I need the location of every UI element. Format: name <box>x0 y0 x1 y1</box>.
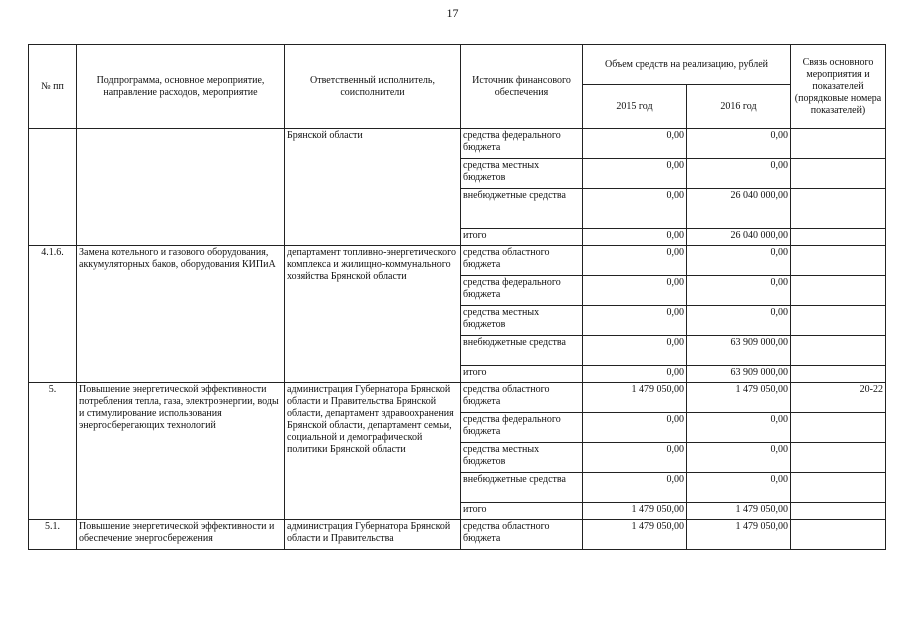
amount-2015: 1 479 050,00 <box>583 503 687 520</box>
page-number: 17 <box>446 6 459 20</box>
table-row <box>29 246 886 276</box>
amount-2016: 0,00 <box>687 443 791 473</box>
funding-source: средства местных бюджетов <box>461 443 583 473</box>
executor-name: Брянской области <box>285 129 461 246</box>
indicator-link-empty <box>791 306 886 336</box>
amount-2015: 1 479 050,00 <box>583 520 687 550</box>
amount-2016: 63 909 000,00 <box>687 336 791 366</box>
funding-source: итого <box>461 503 583 520</box>
amount-2015: 0,00 <box>583 306 687 336</box>
executor-name: департамент топливно-энергетического комплекса и жилищно-коммунального хозяйства Брянской области <box>285 246 461 383</box>
amount-2016: 0,00 <box>687 473 791 503</box>
funding-source: средства областного бюджета <box>461 383 583 413</box>
indicator-link <box>791 246 886 276</box>
row-number: 4.1.6. <box>29 246 77 383</box>
funding-source: средства федерального бюджета <box>461 129 583 159</box>
amount-2015: 0,00 <box>583 276 687 306</box>
program-name <box>77 129 285 246</box>
amount-2016: 1 479 050,00 <box>687 520 791 550</box>
row-number: 5.1. <box>29 520 77 550</box>
amount-2016: 26 040 000,00 <box>687 189 791 229</box>
amount-2016: 1 479 050,00 <box>687 503 791 520</box>
funding-source: итого <box>461 366 583 383</box>
header-2015: 2015 год <box>583 85 687 129</box>
header-link: Связь основного мероприятия и показателей (порядковые номера показателей) <box>791 45 886 129</box>
amount-2015: 0,00 <box>583 443 687 473</box>
indicator-link-empty <box>791 366 886 383</box>
indicator-link: 20-22 <box>791 383 886 413</box>
amount-2016: 1 479 050,00 <box>687 383 791 413</box>
header-funds: Объем средств на реализацию, рублей <box>583 45 791 85</box>
amount-2015: 0,00 <box>583 336 687 366</box>
indicator-link-empty <box>791 229 886 246</box>
indicator-link-empty <box>791 276 886 306</box>
indicator-link-empty <box>791 336 886 366</box>
funding-source: внебюджетные средства <box>461 473 583 503</box>
amount-2015: 0,00 <box>583 366 687 383</box>
amount-2015: 0,00 <box>583 413 687 443</box>
program-name: Замена котельного и газового оборудования, аккумуляторных баков, оборудования КИПиА <box>77 246 285 383</box>
executor-name: администрация Губернатора Брянской области и Правительства Брянской области, департамент здравоохранения Брянской области, департамент семьи, социальной и демографической политики Брянской области <box>285 383 461 520</box>
header-executor: Ответственный исполнитель, соисполнители <box>285 45 461 129</box>
header-2016: 2016 год <box>687 85 791 129</box>
amount-2015: 0,00 <box>583 159 687 189</box>
amount-2015: 0,00 <box>583 129 687 159</box>
row-number: 5. <box>29 383 77 520</box>
indicator-link-empty <box>791 159 886 189</box>
amount-2015: 0,00 <box>583 246 687 276</box>
table-body <box>29 129 886 550</box>
indicator-link-empty <box>791 189 886 229</box>
header-program: Подпрограмма, основное мероприятие, направление расходов, мероприятие <box>77 45 285 129</box>
indicator-link-empty <box>791 443 886 473</box>
header-num: № пп <box>29 45 77 129</box>
program-name: Повышение энергетической эффективности потребления тепла, газа, электроэнергии, воды и стимулирование использования энергосберегающих технологий <box>77 383 285 520</box>
amount-2016: 0,00 <box>687 246 791 276</box>
amount-2016: 26 040 000,00 <box>687 229 791 246</box>
indicator-link <box>791 520 886 550</box>
funding-source: средства местных бюджетов <box>461 306 583 336</box>
amount-2015: 0,00 <box>583 473 687 503</box>
amount-2015: 1 479 050,00 <box>583 383 687 413</box>
funding-source: внебюджетные средства <box>461 336 583 366</box>
amount-2016: 63 909 000,00 <box>687 366 791 383</box>
table-row <box>29 383 886 413</box>
amount-2015: 0,00 <box>583 189 687 229</box>
row-number <box>29 129 77 246</box>
indicator-link-empty <box>791 413 886 443</box>
amount-2015: 0,00 <box>583 229 687 246</box>
funding-table <box>28 44 886 550</box>
executor-name: администрация Губернатора Брянской области и Правительства <box>285 520 461 550</box>
funding-source: средства областного бюджета <box>461 246 583 276</box>
indicator-link-empty <box>791 503 886 520</box>
amount-2016: 0,00 <box>687 276 791 306</box>
funding-source: средства местных бюджетов <box>461 159 583 189</box>
amount-2016: 0,00 <box>687 413 791 443</box>
header-source: Источник финансового обеспечения <box>461 45 583 129</box>
program-name: Повышение энергетической эффективности и обеспечение энергосбережения <box>77 520 285 550</box>
funding-source: внебюджетные средства <box>461 189 583 229</box>
table-row <box>29 520 886 550</box>
funding-source: средства областного бюджета <box>461 520 583 550</box>
amount-2016: 0,00 <box>687 306 791 336</box>
funding-source: итого <box>461 229 583 246</box>
indicator-link <box>791 129 886 159</box>
amount-2016: 0,00 <box>687 129 791 159</box>
table-row <box>29 129 886 159</box>
amount-2016: 0,00 <box>687 159 791 189</box>
funding-source: средства федерального бюджета <box>461 413 583 443</box>
funding-source: средства федерального бюджета <box>461 276 583 306</box>
indicator-link-empty <box>791 473 886 503</box>
